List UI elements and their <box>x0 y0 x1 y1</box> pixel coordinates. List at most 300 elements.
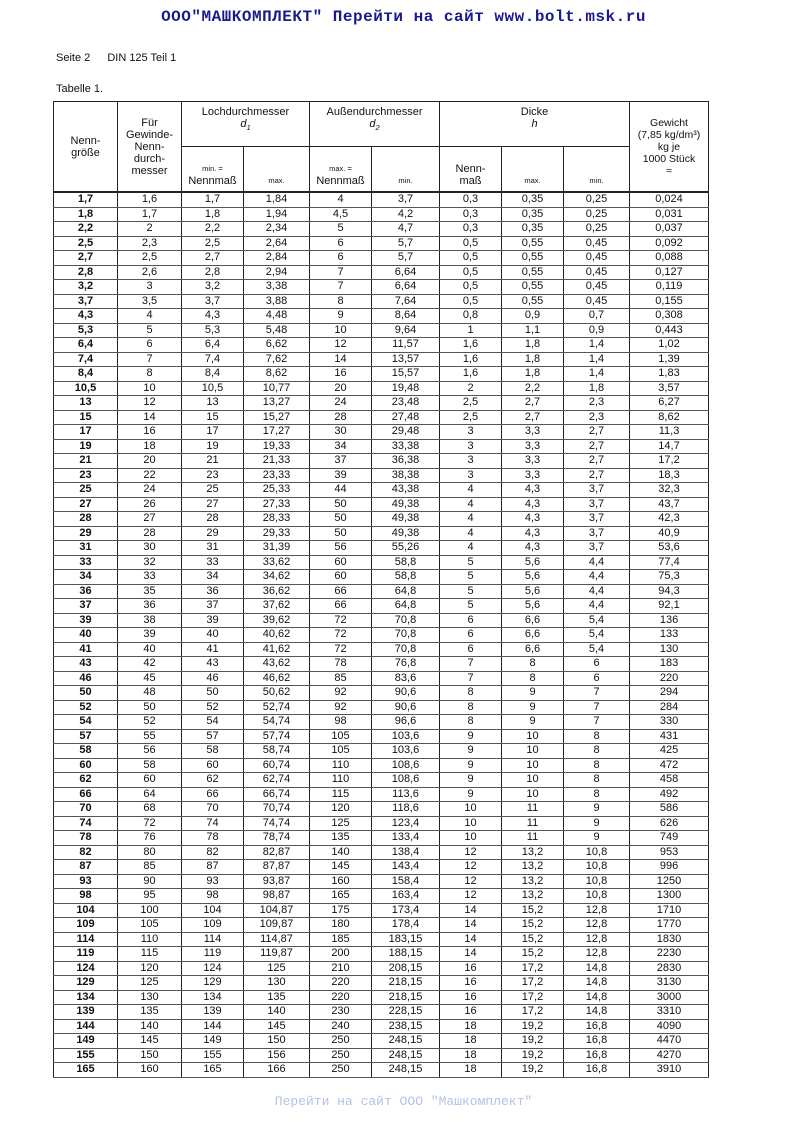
table-cell: 17,2 <box>502 990 564 1005</box>
table-cell: 175 <box>310 903 372 918</box>
table-cell: 8,4 <box>182 367 244 382</box>
table-cell: 180 <box>310 918 372 933</box>
table-cell: 39 <box>118 628 182 643</box>
table-cell: 16 <box>310 367 372 382</box>
table-cell: 2,7 <box>564 468 630 483</box>
table-cell: 1,7 <box>54 192 118 207</box>
table-cell: 14 <box>440 903 502 918</box>
table-cell: 8,64 <box>372 309 440 324</box>
table-row <box>54 903 709 918</box>
table-cell: 15 <box>54 410 118 425</box>
table-row <box>54 280 709 295</box>
table-cell: 4,4 <box>564 570 630 585</box>
table-cell: 19,2 <box>502 1034 564 1049</box>
table-cell: 50 <box>310 526 372 541</box>
table-cell: 34 <box>54 570 118 585</box>
table-row <box>54 555 709 570</box>
table-cell: 228,15 <box>372 1005 440 1020</box>
table-cell: 248,15 <box>372 1063 440 1078</box>
table-row <box>54 584 709 599</box>
table-cell: 130 <box>118 990 182 1005</box>
table-cell: 10 <box>440 831 502 846</box>
table-cell: 185 <box>310 932 372 947</box>
table-cell: 9 <box>440 744 502 759</box>
table-cell: 54,74 <box>244 715 310 730</box>
table-row <box>54 1019 709 1034</box>
table-cell: 37 <box>310 454 372 469</box>
table-cell: 14 <box>118 410 182 425</box>
table-cell: 23 <box>54 468 118 483</box>
table-row <box>54 889 709 904</box>
table-cell: 3,88 <box>244 294 310 309</box>
table-cell: 15,2 <box>502 947 564 962</box>
table-cell: 0,35 <box>502 222 564 237</box>
table-cell: 10,8 <box>564 845 630 860</box>
table-cell: 145 <box>310 860 372 875</box>
table-cell: 0,3 <box>440 222 502 237</box>
table-cell: 330 <box>630 715 709 730</box>
table-cell: 5,6 <box>502 584 564 599</box>
table-cell: 74,74 <box>244 816 310 831</box>
table-cell: 4,3 <box>502 483 564 498</box>
table-cell: 29,33 <box>244 526 310 541</box>
table-cell: 145 <box>244 1019 310 1034</box>
table-cell: 4 <box>118 309 182 324</box>
table-cell: 2,7 <box>54 251 118 266</box>
table-cell: 248,15 <box>372 1048 440 1063</box>
banner-link[interactable]: ООО"МАШКОМПЛЕКТ" Перейти на сайт www.bolt.msk.ru <box>161 8 646 26</box>
table-cell: 10 <box>502 773 564 788</box>
table-cell: 46 <box>182 671 244 686</box>
table-cell: 28 <box>118 526 182 541</box>
table-cell: 6,62 <box>244 338 310 353</box>
table-cell: 11 <box>502 831 564 846</box>
table-cell: 155 <box>182 1048 244 1063</box>
col-header-dicke-max: max. <box>502 147 564 193</box>
table-cell: 158,4 <box>372 874 440 889</box>
table-cell: 32 <box>118 555 182 570</box>
table-cell: 4,4 <box>564 599 630 614</box>
table-cell: 188,15 <box>372 947 440 962</box>
table-cell: 4 <box>440 497 502 512</box>
table-cell: 36 <box>54 584 118 599</box>
table-cell: 6,6 <box>502 628 564 643</box>
table-row <box>54 976 709 991</box>
table-row <box>54 1063 709 1078</box>
table-cell: 1,4 <box>564 338 630 353</box>
table-cell: 3 <box>440 468 502 483</box>
table-cell: 143,4 <box>372 860 440 875</box>
col-header-lochdurchmesser <box>182 102 310 147</box>
table-row <box>54 570 709 585</box>
table-cell: 98 <box>54 889 118 904</box>
table-cell: 92 <box>310 686 372 701</box>
table-cell: 109 <box>54 918 118 933</box>
table-cell: 1,4 <box>564 352 630 367</box>
table-cell: 6,4 <box>182 338 244 353</box>
table-cell: 0,7 <box>564 309 630 324</box>
table-row <box>54 294 709 309</box>
table-cell: 13,2 <box>502 845 564 860</box>
table-cell: 52 <box>54 700 118 715</box>
table-row <box>54 207 709 222</box>
table-cell: 4,48 <box>244 309 310 324</box>
table-cell: 183 <box>630 657 709 672</box>
table-row <box>54 468 709 483</box>
table-cell: 0,35 <box>502 192 564 207</box>
table-cell: 0,031 <box>630 207 709 222</box>
table-cell: 626 <box>630 816 709 831</box>
table-cell: 165 <box>310 889 372 904</box>
col-header-aussen-min: min. <box>372 147 440 193</box>
table-cell: 33 <box>182 555 244 570</box>
table-cell: 1,8 <box>502 352 564 367</box>
table-cell: 0,9 <box>502 309 564 324</box>
table-cell: 60 <box>310 570 372 585</box>
table-cell: 130 <box>630 642 709 657</box>
table-cell: 3,3 <box>502 468 564 483</box>
table-cell: 1,94 <box>244 207 310 222</box>
table-cell: 40 <box>118 642 182 657</box>
table-cell: 27 <box>54 497 118 512</box>
table-cell: 2,64 <box>244 236 310 251</box>
table-cell: 19,33 <box>244 439 310 454</box>
table-row <box>54 773 709 788</box>
table-cell: 178,4 <box>372 918 440 933</box>
table-cell: 7 <box>310 265 372 280</box>
table-cell: 4 <box>440 483 502 498</box>
table-cell: 15 <box>182 410 244 425</box>
col-header-gewicht: Gewicht (7,85 kg/dm³) kg je 1000 Stück ≈ <box>630 102 709 193</box>
table-cell: 425 <box>630 744 709 759</box>
table-cell: 2,8 <box>54 265 118 280</box>
table-cell: 165 <box>54 1063 118 1078</box>
table-cell: 15,2 <box>502 903 564 918</box>
table-cell: 14 <box>310 352 372 367</box>
table-cell: 60 <box>54 758 118 773</box>
col-header-loch-max: max. <box>244 147 310 193</box>
table-cell: 68 <box>118 802 182 817</box>
table-cell: 50 <box>54 686 118 701</box>
table-cell: 1,8 <box>54 207 118 222</box>
table-cell: 103,6 <box>372 744 440 759</box>
table-cell: 149 <box>182 1034 244 1049</box>
table-cell: 38 <box>118 613 182 628</box>
table-cell: 125 <box>310 816 372 831</box>
table-row <box>54 932 709 947</box>
table-cell: 94,3 <box>630 584 709 599</box>
table-cell: 133 <box>630 628 709 643</box>
table-cell: 4 <box>440 541 502 556</box>
table-cell: 0,9 <box>564 323 630 338</box>
col-header-aussen-max: max. = Nennmaß <box>310 147 372 193</box>
table-cell: 18 <box>440 1048 502 1063</box>
aussen-symbol: $d_2$ <box>369 118 380 133</box>
table-cell: 34,62 <box>244 570 310 585</box>
table-row <box>54 512 709 527</box>
table-cell: 2,5 <box>54 236 118 251</box>
table-cell: 0,5 <box>440 265 502 280</box>
table-cell: 120 <box>118 961 182 976</box>
table-cell: 31,39 <box>244 541 310 556</box>
table-cell: 19 <box>54 439 118 454</box>
table-cell: 5 <box>440 570 502 585</box>
table-cell: 2,7 <box>502 396 564 411</box>
table-cell: 14,8 <box>564 990 630 1005</box>
table-cell: 2,7 <box>564 439 630 454</box>
table-cell: 140 <box>310 845 372 860</box>
table-cell: 1 <box>440 323 502 338</box>
table-cell: 124 <box>182 961 244 976</box>
table-cell: 55,26 <box>372 541 440 556</box>
table-cell: 0,55 <box>502 236 564 251</box>
table-cell: 8,62 <box>244 367 310 382</box>
table-cell: 431 <box>630 729 709 744</box>
table-cell: 72 <box>118 816 182 831</box>
table-cell: 78,74 <box>244 831 310 846</box>
col-header-dicke-nenn: Nenn- maß <box>440 147 502 193</box>
table-cell: 138,4 <box>372 845 440 860</box>
table-cell: 40,62 <box>244 628 310 643</box>
table-row <box>54 686 709 701</box>
table-cell: 35 <box>118 584 182 599</box>
table-cell: 2 <box>440 381 502 396</box>
table-cell: 5,4 <box>564 628 630 643</box>
table-cell: 3,5 <box>118 294 182 309</box>
table-cell: 6 <box>440 642 502 657</box>
table-cell: 1,8 <box>502 367 564 382</box>
table-cell: 41,62 <box>244 642 310 657</box>
table-cell: 119 <box>182 947 244 962</box>
table-cell: 120 <box>310 802 372 817</box>
table-cell: 12,8 <box>564 918 630 933</box>
table-row <box>54 526 709 541</box>
table-cell: 25 <box>54 483 118 498</box>
table-cell: 42 <box>118 657 182 672</box>
table-cell: 208,15 <box>372 961 440 976</box>
table-cell: 0,45 <box>564 251 630 266</box>
table-cell: 1300 <box>630 889 709 904</box>
table-cell: 12 <box>118 396 182 411</box>
table-cell: 4270 <box>630 1048 709 1063</box>
table-cell: 33 <box>54 555 118 570</box>
table-cell: 49,38 <box>372 497 440 512</box>
table-cell: 1,39 <box>630 352 709 367</box>
table-cell: 2,7 <box>564 425 630 440</box>
table-cell: 3,7 <box>564 483 630 498</box>
table-cell: 3,3 <box>502 454 564 469</box>
table-cell: 29,48 <box>372 425 440 440</box>
table-cell: 77,4 <box>630 555 709 570</box>
table-cell: 0,45 <box>564 294 630 309</box>
table-cell: 1,7 <box>118 207 182 222</box>
table-cell: 586 <box>630 802 709 817</box>
table-cell: 3910 <box>630 1063 709 1078</box>
table-cell: 104 <box>54 903 118 918</box>
table-cell: 250 <box>310 1034 372 1049</box>
table-row <box>54 1005 709 1020</box>
table-cell: 4,3 <box>502 526 564 541</box>
table-cell: 16 <box>118 425 182 440</box>
table-cell: 0,5 <box>440 251 502 266</box>
table-cell: 54 <box>54 715 118 730</box>
table-body <box>54 192 709 1077</box>
table-row <box>54 338 709 353</box>
table-cell: 2,3 <box>564 396 630 411</box>
table-cell: 0,55 <box>502 265 564 280</box>
table-cell: 16,8 <box>564 1019 630 1034</box>
table-cell: 0,5 <box>440 236 502 251</box>
table-cell: 1,1 <box>502 323 564 338</box>
table-cell: 0,55 <box>502 294 564 309</box>
table-cell: 62 <box>54 773 118 788</box>
table-cell: 5,6 <box>502 555 564 570</box>
table-row <box>54 802 709 817</box>
table-cell: 10 <box>502 729 564 744</box>
table-cell: 160 <box>310 874 372 889</box>
table-cell: 20 <box>310 381 372 396</box>
table-title: Tabelle 1. <box>56 83 104 95</box>
table-cell: 31 <box>182 541 244 556</box>
table-row <box>54 787 709 802</box>
table-cell: 76,8 <box>372 657 440 672</box>
table-cell: 10,5 <box>54 381 118 396</box>
table-cell: 10 <box>440 816 502 831</box>
table-cell: 45 <box>118 671 182 686</box>
table-cell: 36,38 <box>372 454 440 469</box>
table-cell: 72 <box>310 642 372 657</box>
table-cell: 4,7 <box>372 222 440 237</box>
table-cell: 3130 <box>630 976 709 991</box>
table-cell: 50 <box>182 686 244 701</box>
table-row <box>54 729 709 744</box>
table-cell: 1,4 <box>564 367 630 382</box>
table-cell: 40 <box>182 628 244 643</box>
table-cell: 12 <box>440 860 502 875</box>
table-cell: 58,74 <box>244 744 310 759</box>
table-cell: 0,8 <box>440 309 502 324</box>
document-id: DIN 125 Teil 1 <box>107 52 177 64</box>
table-row <box>54 323 709 338</box>
table-cell: 3,7 <box>54 294 118 309</box>
table-cell: 90,6 <box>372 700 440 715</box>
table-cell: 5 <box>310 222 372 237</box>
table-cell: 72 <box>310 628 372 643</box>
table-cell: 4,3 <box>502 497 564 512</box>
table-cell: 108,6 <box>372 773 440 788</box>
loch-symbol: $d_1$ <box>240 118 251 133</box>
table-row <box>54 1048 709 1063</box>
table-cell: 93 <box>54 874 118 889</box>
table-cell: 9 <box>564 802 630 817</box>
table-cell: 93,87 <box>244 874 310 889</box>
table-cell: 21 <box>54 454 118 469</box>
table-cell: 125 <box>244 961 310 976</box>
table-row <box>54 265 709 280</box>
table-cell: 3,7 <box>182 294 244 309</box>
table-cell: 119,87 <box>244 947 310 962</box>
table-cell: 98 <box>182 889 244 904</box>
table-row <box>54 657 709 672</box>
table-cell: 110 <box>310 773 372 788</box>
table-cell: 36 <box>182 584 244 599</box>
table-cell: 6,64 <box>372 280 440 295</box>
table-cell: 60 <box>118 773 182 788</box>
table-cell: 39 <box>54 613 118 628</box>
table-cell: 114,87 <box>244 932 310 947</box>
table-cell: 16 <box>440 976 502 991</box>
table-cell: 12,8 <box>564 932 630 947</box>
table-cell: 210 <box>310 961 372 976</box>
table-cell: 0,45 <box>564 280 630 295</box>
table-cell: 134 <box>182 990 244 1005</box>
table-cell: 104 <box>182 903 244 918</box>
table-cell: 200 <box>310 947 372 962</box>
table-cell: 31 <box>54 541 118 556</box>
col-header-nenngroesse: Nenn- größe <box>54 102 118 193</box>
table-cell: 105 <box>118 918 182 933</box>
table-cell: 10,8 <box>564 860 630 875</box>
table-cell: 7,4 <box>182 352 244 367</box>
table-cell: 4 <box>310 192 372 207</box>
table-cell: 0,443 <box>630 323 709 338</box>
table-cell: 1,02 <box>630 338 709 353</box>
table-cell: 70,8 <box>372 628 440 643</box>
table-cell: 64,8 <box>372 584 440 599</box>
table-cell: 145 <box>118 1034 182 1049</box>
table-cell: 1770 <box>630 918 709 933</box>
table-cell: 0,45 <box>564 236 630 251</box>
table-cell: 9 <box>564 816 630 831</box>
table-cell: 72 <box>310 613 372 628</box>
table-cell: 6,4 <box>54 338 118 353</box>
table-cell: 5,6 <box>502 599 564 614</box>
table-cell: 9 <box>502 700 564 715</box>
table-cell: 6 <box>118 338 182 353</box>
table-cell: 6 <box>310 236 372 251</box>
table-cell: 7,62 <box>244 352 310 367</box>
table-row <box>54 671 709 686</box>
table-cell: 13,2 <box>502 860 564 875</box>
table-cell: 238,15 <box>372 1019 440 1034</box>
table-cell: 10,8 <box>564 874 630 889</box>
table-cell: 6 <box>310 251 372 266</box>
table-cell: 32,3 <box>630 483 709 498</box>
table-cell: 33,38 <box>372 439 440 454</box>
table-cell: 105 <box>310 744 372 759</box>
footer-link[interactable]: Перейти на сайт ООО "Машкомплект" <box>274 1094 533 1109</box>
table-cell: 144 <box>54 1019 118 1034</box>
table-cell: 2,2 <box>182 222 244 237</box>
table-cell: 42,3 <box>630 512 709 527</box>
table-cell: 74 <box>182 816 244 831</box>
table-row <box>54 1034 709 1049</box>
table-cell: 3,2 <box>54 280 118 295</box>
table-cell: 50 <box>118 700 182 715</box>
table-cell: 996 <box>630 860 709 875</box>
table-cell: 166 <box>244 1063 310 1078</box>
table-cell: 3310 <box>630 1005 709 1020</box>
table-cell: 14,8 <box>564 976 630 991</box>
table-cell: 66 <box>310 584 372 599</box>
col-header-aussendurchmesser <box>310 102 440 147</box>
table-cell: 37 <box>54 599 118 614</box>
table-cell: 14 <box>440 918 502 933</box>
table-cell: 15,2 <box>502 918 564 933</box>
table-cell: 10,77 <box>244 381 310 396</box>
table-cell: 1710 <box>630 903 709 918</box>
col-header-dicke <box>440 102 630 147</box>
